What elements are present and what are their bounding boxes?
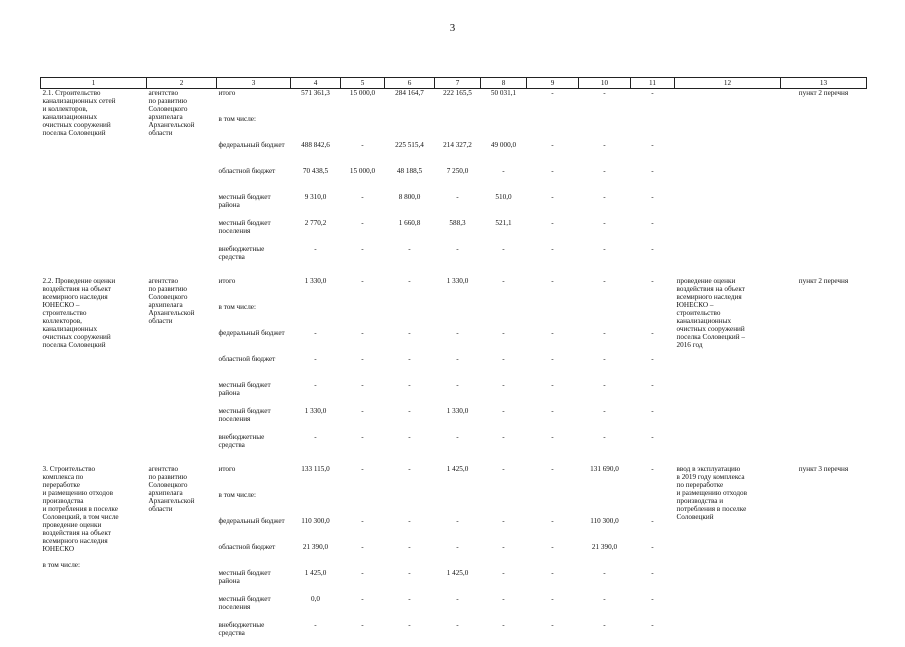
amount-cell: - <box>361 543 364 551</box>
amount-cell: - <box>456 381 459 389</box>
amount-cell: - <box>551 621 554 629</box>
expected-result <box>675 89 781 272</box>
funding-source: итого <box>218 465 236 473</box>
funding-source: внебюджетные средства <box>218 621 265 637</box>
amount-cell: - <box>651 517 654 525</box>
amount-cell: 9 310,0 <box>304 193 327 201</box>
column-number-cell: 4 <box>291 78 341 89</box>
column-number-cell: 13 <box>781 78 867 89</box>
amount-cell: - <box>314 329 317 337</box>
funding-source: местный бюджет района <box>218 193 271 209</box>
amount-cell: 1 330,0 <box>446 407 469 415</box>
amount-cell: 131 690,0 <box>590 465 619 473</box>
amount-cell <box>481 115 527 141</box>
amount-cell: - <box>408 355 411 363</box>
measure-title: 3. Строительство комплекса по переработке и размещению отходов производства и потребления в поселке Соловецкий, в том числе проведение оценки воздействия на объект всемирного наследия ЮНЕСКО в том числе: <box>42 465 119 569</box>
amount-cell <box>291 303 341 329</box>
amount-cell: 1 425,0 <box>446 569 469 577</box>
amount-cell: 7 250,0 <box>446 167 469 175</box>
list-reference: пункт 2 перечня <box>798 89 849 97</box>
amount-cell: - <box>502 381 505 389</box>
amount-cell: 2 770,2 <box>304 219 327 227</box>
column-number-cell: 2 <box>147 78 217 89</box>
funding-source: внебюджетные средства <box>218 433 265 449</box>
amount-cell: 1 330,0 <box>446 277 469 285</box>
amount-cell <box>579 303 631 329</box>
column-number-cell: 10 <box>579 78 631 89</box>
amount-cell: - <box>551 219 554 227</box>
column-number-cell: 5 <box>341 78 385 89</box>
funding-source: областной бюджет <box>218 543 276 551</box>
amount-cell: 521,1 <box>495 219 512 227</box>
amount-cell <box>631 115 675 141</box>
column-number-cell: 9 <box>527 78 579 89</box>
table-row <box>41 277 867 303</box>
amount-cell: - <box>551 569 554 577</box>
amount-cell: 110 300,0 <box>301 517 330 525</box>
amount-cell: 225 515,4 <box>395 141 424 149</box>
amount-cell: - <box>361 381 364 389</box>
amount-cell: - <box>603 193 606 201</box>
amount-cell: - <box>551 89 554 97</box>
amount-cell: - <box>603 89 606 97</box>
amount-cell: - <box>361 621 364 629</box>
funding-source: федеральный бюджет <box>218 141 285 149</box>
amount-cell: - <box>502 595 505 603</box>
amount-cell: - <box>603 245 606 253</box>
funding-source: федеральный бюджет <box>218 517 285 525</box>
amount-cell <box>341 491 385 517</box>
funding-source: местный бюджет поселения <box>218 219 271 235</box>
amount-cell <box>341 303 385 329</box>
amount-cell: - <box>551 355 554 363</box>
amount-cell: 1 330,0 <box>304 407 327 415</box>
amount-cell: - <box>603 407 606 415</box>
funding-source: областной бюджет <box>218 167 276 175</box>
amount-cell: - <box>408 381 411 389</box>
amount-cell: - <box>502 433 505 441</box>
amount-cell: - <box>603 141 606 149</box>
measure-title: 2.1. Строительство канализационных сетей и коллекторов, канализационных очистных сооружений поселка Соловецкий <box>42 89 116 137</box>
amount-cell <box>527 115 579 141</box>
amount-cell: - <box>603 621 606 629</box>
amount-cell <box>579 115 631 141</box>
amount-cell: - <box>551 245 554 253</box>
amount-cell: - <box>651 245 654 253</box>
amount-cell <box>527 491 579 517</box>
amount-cell <box>341 115 385 141</box>
amount-cell: 222 165,5 <box>443 89 472 97</box>
amount-cell <box>527 303 579 329</box>
funding-source: итого <box>218 89 236 97</box>
amount-cell <box>579 491 631 517</box>
responsible-agency: агентство по развитию Соловецкого архипелага Архангельской области <box>148 465 195 513</box>
funding-source: в том числе: <box>218 115 256 123</box>
amount-cell: - <box>502 167 505 175</box>
budget-table <box>40 77 867 647</box>
funding-source: федеральный бюджет <box>218 329 285 337</box>
amount-cell: - <box>502 407 505 415</box>
amount-cell: - <box>456 621 459 629</box>
amount-cell: - <box>502 355 505 363</box>
column-number-cell: 12 <box>675 78 781 89</box>
amount-cell: - <box>361 277 364 285</box>
page-number: 3 <box>449 22 456 34</box>
amount-cell: - <box>551 407 554 415</box>
funding-source: в том числе: <box>218 491 256 499</box>
amount-cell: - <box>408 433 411 441</box>
amount-cell: - <box>603 381 606 389</box>
amount-cell: 1 330,0 <box>304 277 327 285</box>
amount-cell: 0,0 <box>311 595 320 603</box>
amount-cell: 510,0 <box>495 193 512 201</box>
amount-cell: - <box>651 355 654 363</box>
amount-cell: - <box>456 193 459 201</box>
amount-cell: - <box>651 407 654 415</box>
amount-cell <box>481 491 527 517</box>
funding-source: в том числе: <box>218 303 256 311</box>
amount-cell: - <box>551 433 554 441</box>
amount-cell: - <box>502 569 505 577</box>
table-row <box>41 89 867 116</box>
amount-cell: - <box>502 543 505 551</box>
amount-cell: - <box>361 517 364 525</box>
amount-cell: - <box>651 433 654 441</box>
amount-cell: - <box>651 329 654 337</box>
amount-cell <box>291 115 341 141</box>
expected-result: проведение оценки воздействия на объект всемирного наследия ЮНЕСКО – строительство канализационных очистных сооружений поселка Соловецкий – 2016 год <box>676 277 745 349</box>
amount-cell: 49 000,0 <box>490 141 517 149</box>
amount-cell: - <box>551 277 554 285</box>
amount-cell: - <box>603 167 606 175</box>
amount-cell: - <box>408 407 411 415</box>
table-row <box>41 465 867 491</box>
amount-cell: - <box>456 329 459 337</box>
amount-cell: - <box>551 167 554 175</box>
amount-cell: - <box>603 595 606 603</box>
amount-cell <box>481 303 527 329</box>
amount-cell: - <box>361 329 364 337</box>
amount-cell: - <box>408 245 411 253</box>
amount-cell: - <box>408 517 411 525</box>
amount-cell: 571 361,3 <box>301 89 330 97</box>
amount-cell: - <box>502 329 505 337</box>
amount-cell: - <box>502 621 505 629</box>
amount-cell: - <box>651 277 654 285</box>
list-reference: пункт 2 перечня <box>798 277 849 285</box>
amount-cell: - <box>456 245 459 253</box>
amount-cell: - <box>408 595 411 603</box>
amount-cell: 50 031,1 <box>490 89 517 97</box>
amount-cell: - <box>551 381 554 389</box>
amount-cell <box>435 303 481 329</box>
amount-cell: 21 390,0 <box>591 543 618 551</box>
amount-cell: - <box>456 595 459 603</box>
column-number-row <box>41 78 867 89</box>
amount-cell: 110 300,0 <box>590 517 619 525</box>
amount-cell <box>291 491 341 517</box>
amount-cell: - <box>361 355 364 363</box>
amount-cell: - <box>651 89 654 97</box>
responsible-agency: агентство по развитию Соловецкого архипелага Архангельской области <box>148 89 195 137</box>
amount-cell: 70 438,5 <box>302 167 329 175</box>
amount-cell: - <box>314 245 317 253</box>
amount-cell: 21 390,0 <box>302 543 329 551</box>
amount-cell: 214 327,2 <box>443 141 472 149</box>
amount-cell: - <box>314 433 317 441</box>
amount-cell: - <box>361 141 364 149</box>
amount-cell: - <box>361 465 364 473</box>
funding-source: местный бюджет района <box>218 381 271 397</box>
amount-cell: 48 188,5 <box>396 167 423 175</box>
expected-result: ввод в эксплуатацию в 2019 году комплекса по переработке и размещению отходов производства и потребления в поселке Соловецкий <box>676 465 747 521</box>
amount-cell: - <box>361 245 364 253</box>
amount-cell: - <box>603 277 606 285</box>
amount-cell: - <box>551 465 554 473</box>
amount-cell: - <box>651 569 654 577</box>
amount-cell: - <box>651 595 654 603</box>
amount-cell: - <box>408 277 411 285</box>
list-reference: пункт 3 перечня <box>798 465 849 473</box>
funding-source: местный бюджет поселения <box>218 595 271 611</box>
amount-cell: - <box>651 193 654 201</box>
column-number-cell: 8 <box>481 78 527 89</box>
amount-cell <box>385 491 435 517</box>
column-number-cell: 3 <box>217 78 291 89</box>
amount-cell: - <box>314 621 317 629</box>
amount-cell: - <box>551 193 554 201</box>
amount-cell: - <box>651 465 654 473</box>
amount-cell <box>435 491 481 517</box>
amount-cell: - <box>502 245 505 253</box>
amount-cell: - <box>361 407 364 415</box>
column-number-cell: 1 <box>41 78 147 89</box>
amount-cell: 15 000,0 <box>349 89 376 97</box>
amount-cell: - <box>361 595 364 603</box>
amount-cell: 15 000,0 <box>349 167 376 175</box>
amount-cell: 8 800,0 <box>398 193 421 201</box>
amount-cell: - <box>551 595 554 603</box>
amount-cell: - <box>456 543 459 551</box>
amount-cell: 488 842,6 <box>301 141 330 149</box>
amount-cell: - <box>361 193 364 201</box>
amount-cell: - <box>361 569 364 577</box>
amount-cell <box>631 491 675 517</box>
amount-cell: 1 425,0 <box>304 569 327 577</box>
amount-cell: 588,3 <box>449 219 466 227</box>
amount-cell: - <box>651 621 654 629</box>
amount-cell: - <box>502 517 505 525</box>
column-number-cell: 11 <box>631 78 675 89</box>
amount-cell <box>435 115 481 141</box>
funding-source: итого <box>218 277 236 285</box>
amount-cell: - <box>408 569 411 577</box>
amount-cell: - <box>361 219 364 227</box>
amount-cell: - <box>456 355 459 363</box>
amount-cell: - <box>651 381 654 389</box>
amount-cell: - <box>603 355 606 363</box>
amount-cell <box>385 115 435 141</box>
amount-cell: - <box>551 329 554 337</box>
funding-source: областной бюджет <box>218 355 276 363</box>
funding-source: местный бюджет района <box>218 569 271 585</box>
amount-cell: - <box>314 381 317 389</box>
amount-cell: - <box>314 355 317 363</box>
responsible-agency: агентство по развитию Соловецкого архипелага Архангельской области <box>148 277 195 325</box>
amount-cell: 1 660,8 <box>398 219 421 227</box>
amount-cell: - <box>408 329 411 337</box>
measure-title: 2.2. Проведение оценки воздействия на объект всемирного наследия ЮНЕСКО – строительство коллекторов, канализационных очистных сооружений поселка Соловецкий <box>42 277 116 349</box>
amount-cell: 1 425,0 <box>446 465 469 473</box>
amount-cell: - <box>603 219 606 227</box>
amount-cell: - <box>651 219 654 227</box>
amount-cell: - <box>502 277 505 285</box>
amount-cell: - <box>408 621 411 629</box>
column-number-cell: 6 <box>385 78 435 89</box>
amount-cell: - <box>603 433 606 441</box>
amount-cell: - <box>651 543 654 551</box>
amount-cell: - <box>603 569 606 577</box>
amount-cell: - <box>456 517 459 525</box>
amount-cell <box>631 303 675 329</box>
funding-source: местный бюджет поселения <box>218 407 271 423</box>
amount-cell: 133 115,0 <box>301 465 330 473</box>
amount-cell: - <box>651 167 654 175</box>
amount-cell: - <box>551 517 554 525</box>
amount-cell: - <box>651 141 654 149</box>
amount-cell: - <box>361 433 364 441</box>
amount-cell: - <box>408 465 411 473</box>
amount-cell: 284 164,7 <box>395 89 424 97</box>
amount-cell: - <box>502 465 505 473</box>
column-number-cell: 7 <box>435 78 481 89</box>
amount-cell: - <box>551 543 554 551</box>
amount-cell: - <box>603 329 606 337</box>
funding-source: внебюджетные средства <box>218 245 265 261</box>
amount-cell: - <box>408 543 411 551</box>
amount-cell: - <box>456 433 459 441</box>
amount-cell <box>385 303 435 329</box>
amount-cell: - <box>551 141 554 149</box>
